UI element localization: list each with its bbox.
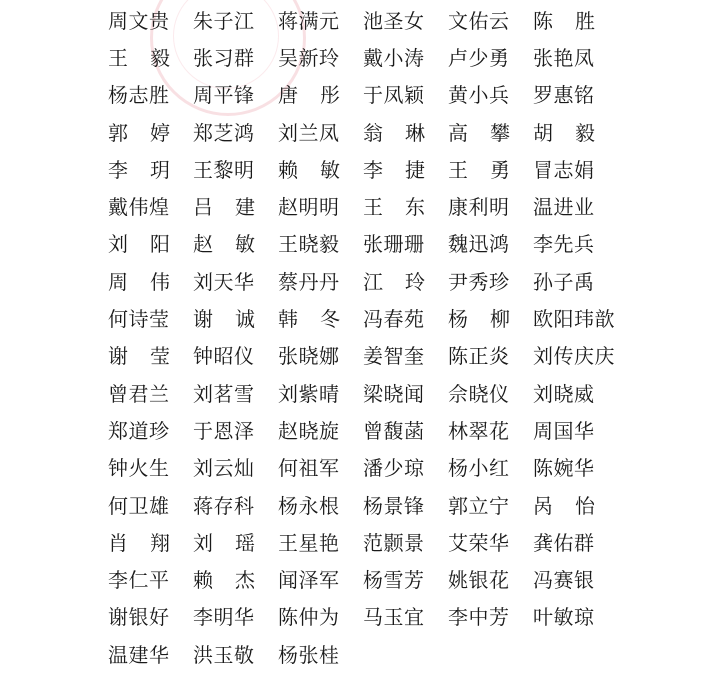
name-entry: 李捷 (363, 157, 447, 182)
name-entry: 韩冬 (278, 307, 362, 332)
name-entry: 于凤颖 (363, 83, 425, 108)
name-entry: 郑道珍 (108, 418, 170, 443)
name-entry: 孙子禹 (533, 269, 595, 294)
name-entry: 刘晓威 (533, 381, 595, 406)
name-entry: 王东 (363, 195, 447, 220)
name-entry: 陈婉华 (533, 456, 595, 481)
name-entry: 潘少琼 (363, 456, 425, 481)
name-entry: 胡毅 (533, 120, 617, 145)
name-entry: 吕建 (193, 195, 277, 220)
name-entry: 欧阳玮歆 (533, 307, 615, 332)
name-entry: 马玉宜 (363, 605, 425, 630)
name-entry: 陈正炎 (448, 344, 510, 369)
name-entry: 钟昭仪 (193, 344, 255, 369)
name-entry: 何祖军 (278, 456, 340, 481)
name-list (108, 2, 618, 673)
name-entry: 叶敏琼 (533, 605, 595, 630)
name-entry: 赵明明 (278, 195, 340, 220)
name-entry: 梁晓闻 (363, 381, 425, 406)
name-entry: 周国华 (533, 418, 595, 443)
name-entry: 李玥 (108, 157, 192, 182)
name-entry: 周平锋 (193, 83, 255, 108)
name-entry: 冒志娟 (533, 157, 595, 182)
name-entry: 翁琳 (363, 120, 447, 145)
name-entry: 卢少勇 (448, 45, 510, 70)
name-entry: 文佑云 (448, 8, 510, 33)
name-entry: 蒋满元 (278, 8, 340, 33)
name-entry: 周文贵 (108, 8, 170, 33)
name-entry: 刘传庆庆 (533, 344, 615, 369)
name-entry: 魏迅鸿 (448, 232, 510, 257)
name-entry: 肖翔 (108, 530, 192, 555)
name-entry: 吴新玲 (278, 45, 340, 70)
name-entry: 谢诚 (193, 307, 277, 332)
name-entry: 何卫雄 (108, 493, 170, 518)
name-entry: 杨景锋 (363, 493, 425, 518)
name-entry: 姚银花 (448, 568, 510, 593)
name-entry: 温建华 (108, 642, 170, 667)
name-entry: 赖杰 (193, 568, 277, 593)
name-entry: 姜智奎 (363, 344, 425, 369)
name-entry: 刘云灿 (193, 456, 255, 481)
name-entry: 戴伟煌 (108, 195, 170, 220)
name-entry: 李中芳 (448, 605, 510, 630)
name-entry: 杨小红 (448, 456, 510, 481)
name-entry: 陈仲为 (278, 605, 340, 630)
name-entry: 赵晓旋 (278, 418, 340, 443)
name-entry: 高攀 (448, 120, 532, 145)
name-entry: 朱子江 (193, 8, 255, 33)
name-entry: 池圣女 (363, 8, 425, 33)
name-entry: 钟火生 (108, 456, 170, 481)
name-entry: 戴小涛 (363, 45, 425, 70)
name-entry: 李先兵 (533, 232, 595, 257)
name-entry: 尹秀珍 (448, 269, 510, 294)
name-entry: 蔡丹丹 (278, 269, 340, 294)
name-entry: 蒋存科 (193, 493, 255, 518)
name-entry: 佘晓仪 (448, 381, 510, 406)
name-entry: 康利明 (448, 195, 510, 220)
name-entry: 洪玉敬 (193, 642, 255, 667)
name-entry: 郑芝鸿 (193, 120, 255, 145)
name-entry: 于恩泽 (193, 418, 255, 443)
name-entry: 曾君兰 (108, 381, 170, 406)
name-entry: 温进业 (533, 195, 595, 220)
name-entry: 王晓毅 (278, 232, 340, 257)
name-entry: 曾馥菡 (363, 418, 425, 443)
name-entry: 王黎明 (193, 157, 255, 182)
name-entry: 张艳凤 (533, 45, 595, 70)
name-entry: 黄小兵 (448, 83, 510, 108)
name-entry: 王星艳 (278, 530, 340, 555)
name-entry: 赵敏 (193, 232, 277, 257)
name-entry: 龚佑群 (533, 530, 595, 555)
name-entry: 王勇 (448, 157, 532, 182)
name-entry: 李明华 (193, 605, 255, 630)
name-entry: 江玲 (363, 269, 447, 294)
name-entry: 张珊珊 (363, 232, 425, 257)
name-entry: 林翠花 (448, 418, 510, 443)
name-entry: 陈胜 (533, 8, 617, 33)
name-entry: 艾荣华 (448, 530, 510, 555)
name-entry: 杨张桂 (278, 642, 340, 667)
name-entry: 周伟 (108, 269, 192, 294)
name-entry: 呙怡 (533, 493, 617, 518)
name-entry: 杨雪芳 (363, 568, 425, 593)
name-entry: 杨柳 (448, 307, 532, 332)
name-entry: 谢莹 (108, 344, 192, 369)
name-entry: 杨志胜 (108, 83, 170, 108)
name-entry: 张晓娜 (278, 344, 340, 369)
name-entry: 张习群 (193, 45, 255, 70)
name-entry: 冯赛银 (533, 568, 595, 593)
name-entry: 杨永根 (278, 493, 340, 518)
name-entry: 刘兰凤 (278, 120, 340, 145)
name-entry: 郭婷 (108, 120, 192, 145)
name-entry: 罗惠铭 (533, 83, 595, 108)
name-entry: 刘天华 (193, 269, 255, 294)
name-entry: 何诗莹 (108, 307, 170, 332)
name-entry: 唐彤 (278, 83, 362, 108)
name-entry: 刘瑶 (193, 530, 277, 555)
name-entry: 范颢景 (363, 530, 425, 555)
name-entry: 赖敏 (278, 157, 362, 182)
name-entry: 冯春苑 (363, 307, 425, 332)
name-entry: 谢银好 (108, 605, 170, 630)
name-entry: 郭立宁 (448, 493, 510, 518)
name-entry: 王毅 (108, 45, 192, 70)
name-entry: 刘茗雪 (193, 381, 255, 406)
name-entry: 闻泽军 (278, 568, 340, 593)
name-entry: 刘紫晴 (278, 381, 340, 406)
name-entry: 李仁平 (108, 568, 170, 593)
name-entry: 刘阳 (108, 232, 192, 257)
